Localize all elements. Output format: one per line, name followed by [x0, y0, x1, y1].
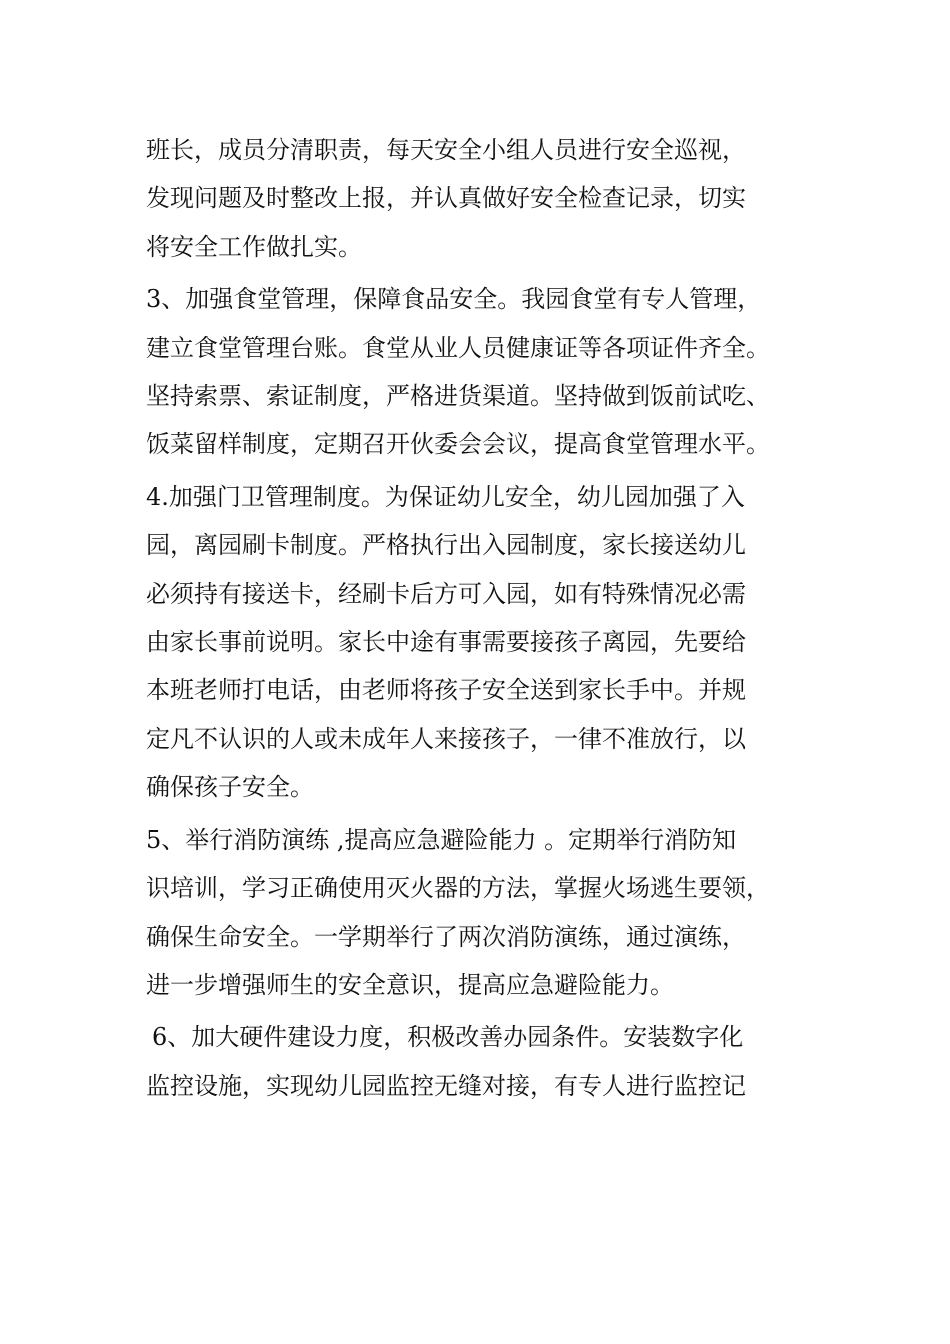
- text-line: 4.加强门卫管理制度。为保证幼儿安全，幼儿园加强了入: [146, 482, 745, 511]
- text-line: 确保生命安全。一学期举行了两次消防演练，通过演练，: [146, 922, 746, 951]
- text-line: 定凡不认识的人或未成年人来接孩子，一律不准放行，以: [146, 724, 746, 753]
- text-line: 饭菜留样制度，定期召开伙委会会议，提高食堂管理水平。: [146, 430, 770, 459]
- text-line: 建立食堂管理台账。食堂从业人员健康证等各项证件齐全。: [146, 333, 770, 362]
- text-line: 5、举行消防演练 ,提高应急避险能力 。定期举行消防知: [146, 825, 737, 854]
- document-body: [146, 126, 806, 1110]
- text-line: 坚持索票、索证制度，严格进货渠道。坚持做到饭前试吃、: [146, 382, 770, 411]
- text-line: 6、加大硬件建设力度，积极改善办园条件。安装数字化: [152, 1023, 744, 1052]
- paragraph-gate-management: [146, 473, 806, 812]
- text-line: 园，离园刷卡制度。严格执行出入园制度，家长接送幼儿: [146, 531, 746, 560]
- text-line: 识培训，学习正确使用灭火器的方法，掌握火场逃生要领，: [146, 874, 770, 903]
- text-line: 进一步增强师生的安全意识，提高应急避险能力。: [146, 970, 674, 999]
- text-line: 发现问题及时整改上报，并认真做好安全检查记录，切实: [146, 184, 746, 213]
- text-line: 将安全工作做扎实。: [146, 232, 362, 261]
- text-line: 本班老师打电话，由老师将孩子安全送到家长手中。并规: [146, 676, 746, 705]
- paragraph-fire-drill: [146, 816, 806, 1010]
- text-line: 班长，成员分清职责，每天安全小组人员进行安全巡视，: [146, 136, 746, 164]
- text-line: 3、加强食堂管理，保障食品安全。我园食堂有专人管理，: [146, 285, 762, 314]
- text-line: 由家长事前说明。家长中途有事需要接孩子离园，先要给: [146, 628, 746, 657]
- text-line: 监控设施，实现幼儿园监控无缝对接，有专人进行监控记: [146, 1071, 746, 1100]
- paragraph-canteen-management: [146, 275, 806, 469]
- paragraph-safety-patrol: [146, 126, 806, 271]
- paragraph-hardware-construction: [146, 1013, 806, 1110]
- text-line: 确保孩子安全。: [146, 773, 314, 802]
- text-line: 必须持有接送卡，经刷卡后方可入园，如有特殊情况必需: [146, 579, 746, 608]
